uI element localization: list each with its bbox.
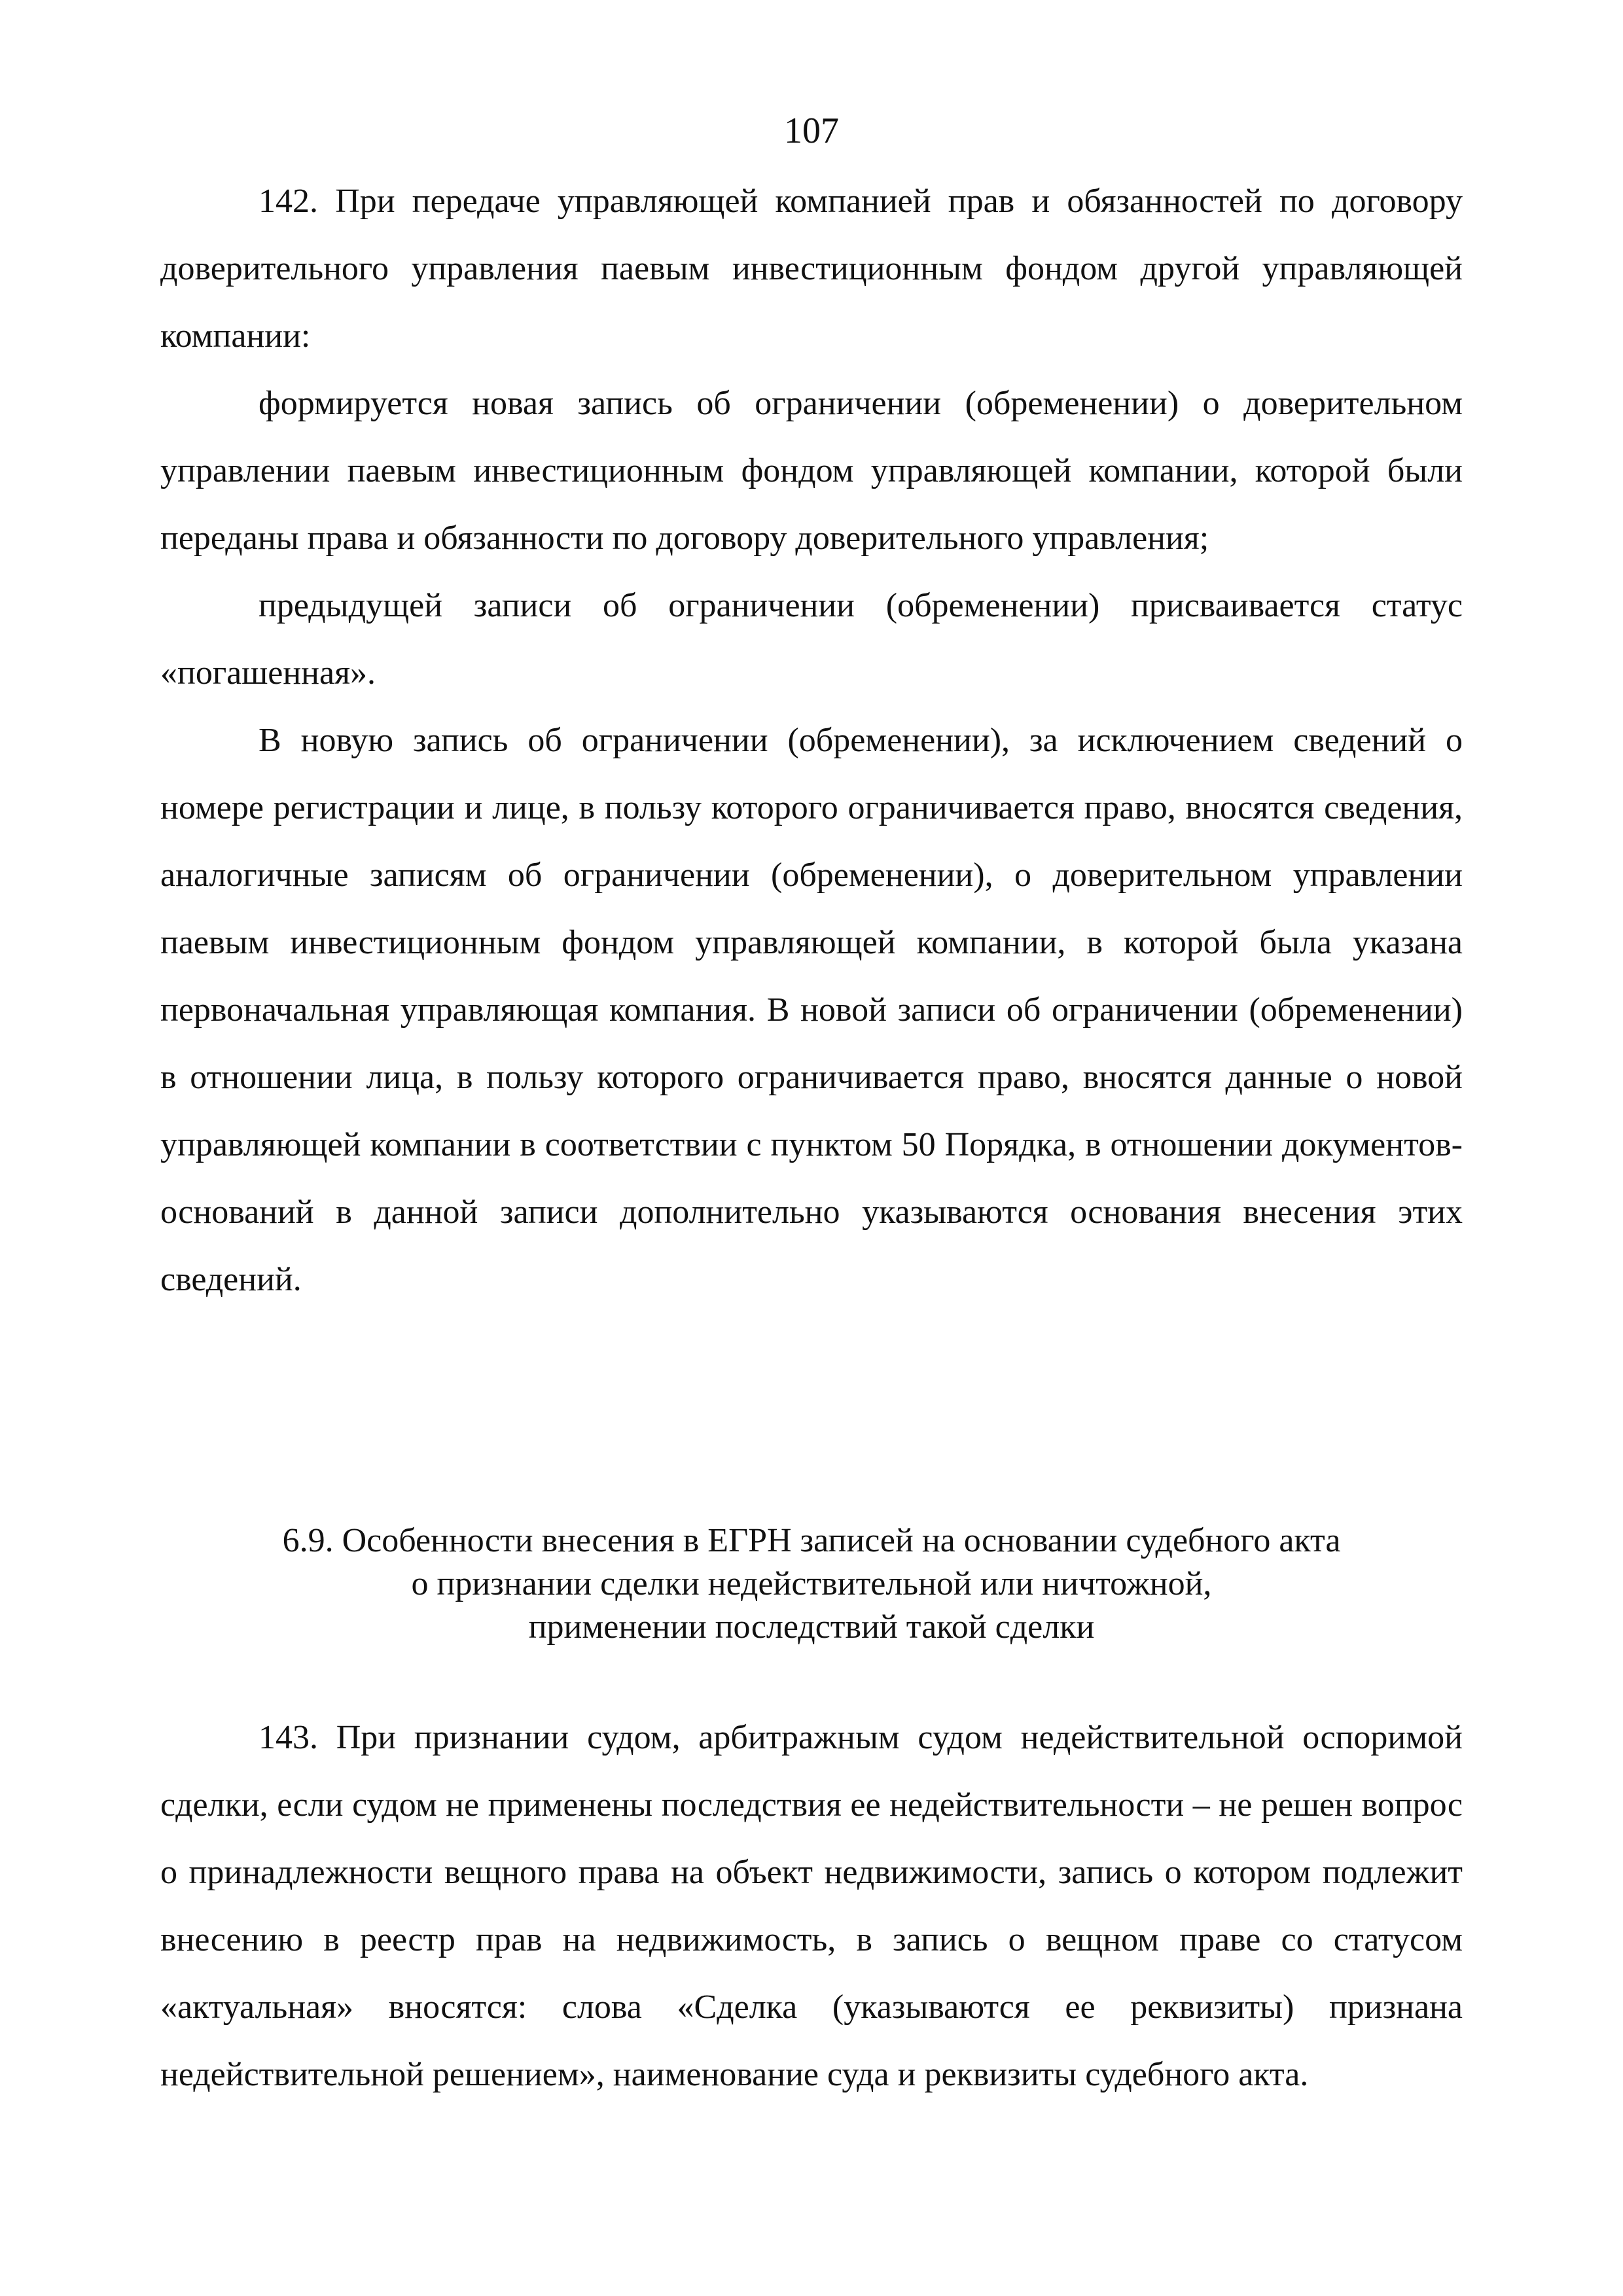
paragraph-143: 143. При признании судом, арбитражным судом недействительной оспоримой сделки, если судом не применены последствия ее недействительности – не решен вопрос о принадлежности вещного права на объект недвижимости, запись о котором подлежит внесению в реестр прав на недвижимость, в запись о вещном праве со статусом «актуальная» вносятся: слова «Сделка (указываются ее реквизиты) признана недействительной решением», наименование суда и реквизиты судебного акта. bbox=[160, 1719, 1463, 2093]
section-heading-6-9 bbox=[160, 1519, 1463, 1649]
page-number: 107 bbox=[784, 111, 839, 151]
section-heading-line-2: о признании сделки недействительной или ничтожной, bbox=[411, 1565, 1212, 1602]
body-text-bottom bbox=[160, 1704, 1463, 2108]
paragraph-new-record-details: В новую запись об ограничении (обременении), за исключением сведений о номере регистрации и лице, в пользу которого ограничивается право, вносятся сведения, аналогичные записям об ограничении (обременении), о доверительном управлении паевым инвестиционным фондом управляющей компании, в которой была указана первоначальная управляющая компания. В новой записи об ограничении (обременении) в отношении лица, в пользу которого ограничивается право, вносятся данные о новой управляющей компании в соответствии с пунктом 50 Порядка, в отношении документов-оснований в данной записи дополнительно указываются основания внесения этих сведений. bbox=[160, 722, 1463, 1298]
paragraph-new-record: формируется новая запись об ограничении (обременении) о доверительном управлении паевым инвестиционным фондом управляющей компании, которой были переданы права и обязанности по договору доверительного управления; bbox=[160, 385, 1463, 557]
paragraph-142: 142. При передаче управляющей компанией прав и обязанностей по договору доверительного управления паевым инвестиционным фондом другой управляющей компании: bbox=[160, 183, 1463, 355]
section-heading-line-1: 6.9. Особенности внесения в ЕГРН записей на основании судебного акта bbox=[282, 1522, 1341, 1559]
paragraph-previous-record: предыдущей записи об ограничении (обременении) присваивается статус «погашенная». bbox=[160, 587, 1463, 692]
section-heading-line-3: применении последствий такой сделки bbox=[528, 1608, 1095, 1646]
body-text-top bbox=[160, 168, 1463, 1313]
